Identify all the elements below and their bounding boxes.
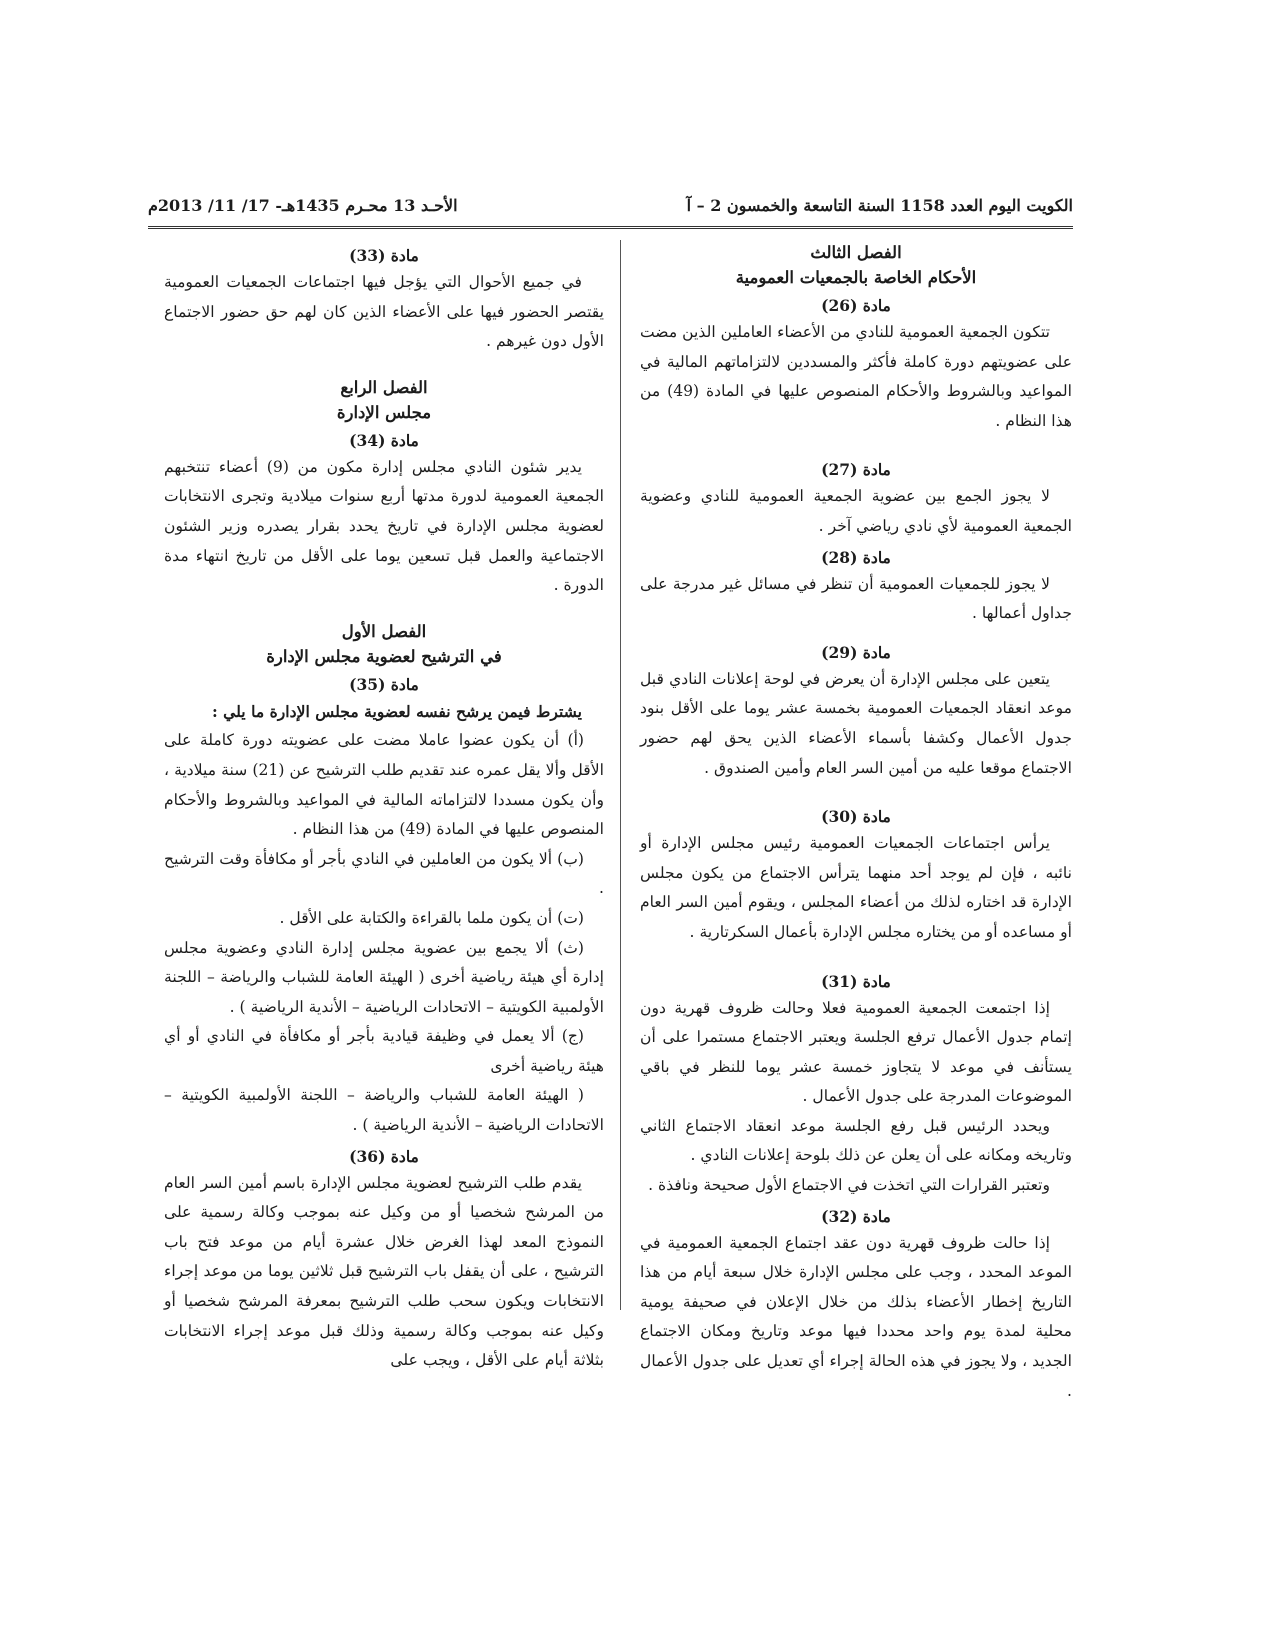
article-35-clause-j-note: ( الهيئة العامة للشباب والرياضة – اللجنة الأولمبية الكويتية – الاتحادات الرياضية – الأندية الرياضية ) . [164, 1086, 604, 1135]
article-34-text: يدير شئون النادي مجلس إدارة مكون من (9) أعضاء تنتخبهم الجمعية العمومية لدورة مدتها أربع سنوات ميلادية وتجرى الانتخابات لعضوية مجلس الإدارة في تاريخ يحدد بقرار يصدره وزير الشئون الاجتماعية والعمل قبل تسعين يوما على الأقل من تاريخ انتهاء مدة الدورة . [164, 457, 604, 595]
article-35-clause-a: (أ) أن يكون عضوا عاملا مضت على عضويته دورة كاملة على الأقل وألا يقل عمره عند تقديم طلب الترشيح عن (21) سنة ميلادية ، وأن يكون مسددا لالتزاماته المالية في المواعيد وبالشروط والأحكام المنصوص عليها في المادة (49) من هذا النظام . [164, 731, 604, 839]
article-27-title: مادة (27) [821, 460, 891, 480]
article-26-title: مادة (26) [821, 296, 891, 315]
article-35-clause-j: (ج) ألا يعمل في وظيفة قيادية بأجر أو مكافأة في النادي أو أي هيئة رياضية أخرى [164, 1027, 604, 1075]
article-35-title: مادة (35) [349, 674, 419, 694]
article-34-title: مادة (34) [349, 430, 419, 450]
article-28-title: مادة (28) [821, 547, 891, 567]
article-36-title: مادة (36) [349, 1146, 419, 1166]
header-gazette-issue: الكويت اليوم العدد 1158 السنة التاسعة والخمسون 2 – آ [686, 196, 1073, 215]
article-33-title: مادة (33) [349, 246, 419, 265]
article-31-paragraph-2: ويحدد الرئيس قبل رفع الجلسة موعد انعقاد الاجتماع الثاني وتاريخه ومكانه على أن يعلن عن ذلك بلوحة إعلانات النادي . [640, 1116, 1072, 1165]
article-35-clause-th: (ث) ألا يجمع بين عضوية مجلس إدارة النادي وعضوية مجلس إدارة أي هيئة رياضية أخرى ( الهيئة العامة للشباب والرياضة – اللجنة الأولمبية الكويتية – الاتحادات الرياضية – الأندية الرياضية ) . [164, 938, 604, 1016]
header-rule [148, 226, 1073, 229]
page-header [148, 192, 1073, 222]
chapter-subtitle: الأحكام الخاصة بالجمعيات العمومية [735, 268, 977, 287]
chapter-title: الفصل الثالث [810, 243, 902, 262]
right-column [640, 240, 1072, 1406]
article-30-title: مادة (30) [821, 807, 891, 827]
article-27-text: لا يجوز الجمع بين عضوية الجمعية العمومية للنادي وعضوية الجمعية العمومية لأي نادي رياضي آخر . [640, 487, 1072, 535]
article-29-text: يتعين على مجلس الإدارة أن يعرض في لوحة إعلانات النادي قبل موعد انعقاد الجمعيات العمومية بخمسة عشر يوما على الأقل بنود جدول الأعمال وكشفا بأسماء الأعضاء الذين يحق لهم حضور الاجتماع موقعا عليه من أمين السر العام وأمين الصندوق . [640, 669, 1072, 777]
article-36-text: يقدم طلب الترشيح لعضوية مجلس الإدارة باسم أمين السر العام من المرشح شخصيا أو من وكيل عنه بموجب وكالة رسمية على النموذج المعد لهذا الغرض خلال عشرة أيام من موعد فتح باب الترشيح ، على أن يقفل باب الترشيح قبل ثلاثين يوما من موعد إجراء الانتخابات ويكون سحب طلب الترشيح بمعرفة المرشح شخصيا أو وكيل عنه بموجب وكالة رسمية وذلك قبل موعد إجراء الانتخابات بثلاثة أيام على الأقل ، ويجب على [164, 1173, 604, 1370]
section-subtitle: في الترشيح لعضوية مجلس الإدارة [266, 646, 502, 666]
article-31-title: مادة (31) [821, 971, 891, 991]
article-32-title: مادة (32) [821, 1206, 891, 1226]
left-column [164, 240, 604, 1376]
article-31-paragraph-1: إذا اجتمعت الجمعية العمومية فعلا وحالت ظروف قهرية دون إتمام جدول الأعمال ترفع الجلسة ويعتبر الاجتماع مستمرا على أن يستأنف في موعد لا يتجاوز خمسة عشر يوما للنظر في باقي الموضوعات المدرجة على جدول الأعمال . [640, 998, 1072, 1106]
article-29-title: مادة (29) [821, 642, 891, 662]
article-35-clause-b: (ب) ألا يكون من العاملين في النادي بأجر أو مكافأة وقت الترشيح . [164, 849, 604, 898]
chapter-subtitle: مجلس الإدارة [336, 402, 432, 422]
article-33-text: في جميع الأحوال التي يؤجل فيها اجتماعات الجمعيات العمومية يقتصر الحضور فيها على الأعضاء الذين كان لهم حق حضور الاجتماع الأول دون غيرهم . [164, 273, 604, 351]
article-31-paragraph-3: وتعتبر القرارات التي اتخذت في الاجتماع الأول صحيحة ونافذة . [648, 1176, 1050, 1195]
header-date: الأحـد 13 محـرم 1435هـ- 17/ 11/ 2013م [148, 196, 458, 215]
chapter-title: الفصل الرابع [340, 377, 428, 397]
article-28-text: لا يجوز للجمعيات العمومية أن تنظر في مسائل غير مدرجة على جداول أعمالها . [640, 574, 1072, 623]
column-divider [620, 240, 621, 1310]
article-30-text: يرأس اجتماعات الجمعيات العمومية رئيس مجلس الإدارة أو نائبه ، فإن لم يوجد أحد منهما يترأس الاجتماع من يكون مجلس الإدارة قد اختاره لذلك من أعضاء المجلس ، ويقوم أمين السر العام أو مساعده أو من يختاره مجلس الإدارة بأعمال السكرتارية . [640, 834, 1072, 941]
article-26-text: تتكون الجمعية العمومية للنادي من الأعضاء العاملين الذين مضت على عضويتهم دورة كاملة فأكثر والمسددين لالتزاماتهم المالية في المواعيد وبالشروط والأحكام المنصوص عليها في المادة (49) من هذا النظام . [640, 323, 1073, 430]
article-32-text: إذا حالت ظروف قهرية دون عقد اجتماع الجمعية العمومية في الموعد المحدد ، وجب على مجلس الإدارة خلال سبعة أيام من هذا التاريخ إخطار الأعضاء بذلك من خلال الإعلان في صحيفة يومية محلية لمدة يوم واحد محددا فيها موعد وتاريخ ومكان الاجتماع الجديد ، ولا يجوز في هذه الحالة إجراء أي تعديل على جدول الأعمال . [640, 1233, 1072, 1400]
article-35-clause-t: (ت) أن يكون ملما بالقراءة والكتابة على الأقل . [279, 908, 584, 927]
article-35-lead: يشترط فيمن يرشح نفسه لعضوية مجلس الإدارة ما يلي : [211, 701, 582, 721]
section-title: الفصل الأول [341, 621, 427, 641]
